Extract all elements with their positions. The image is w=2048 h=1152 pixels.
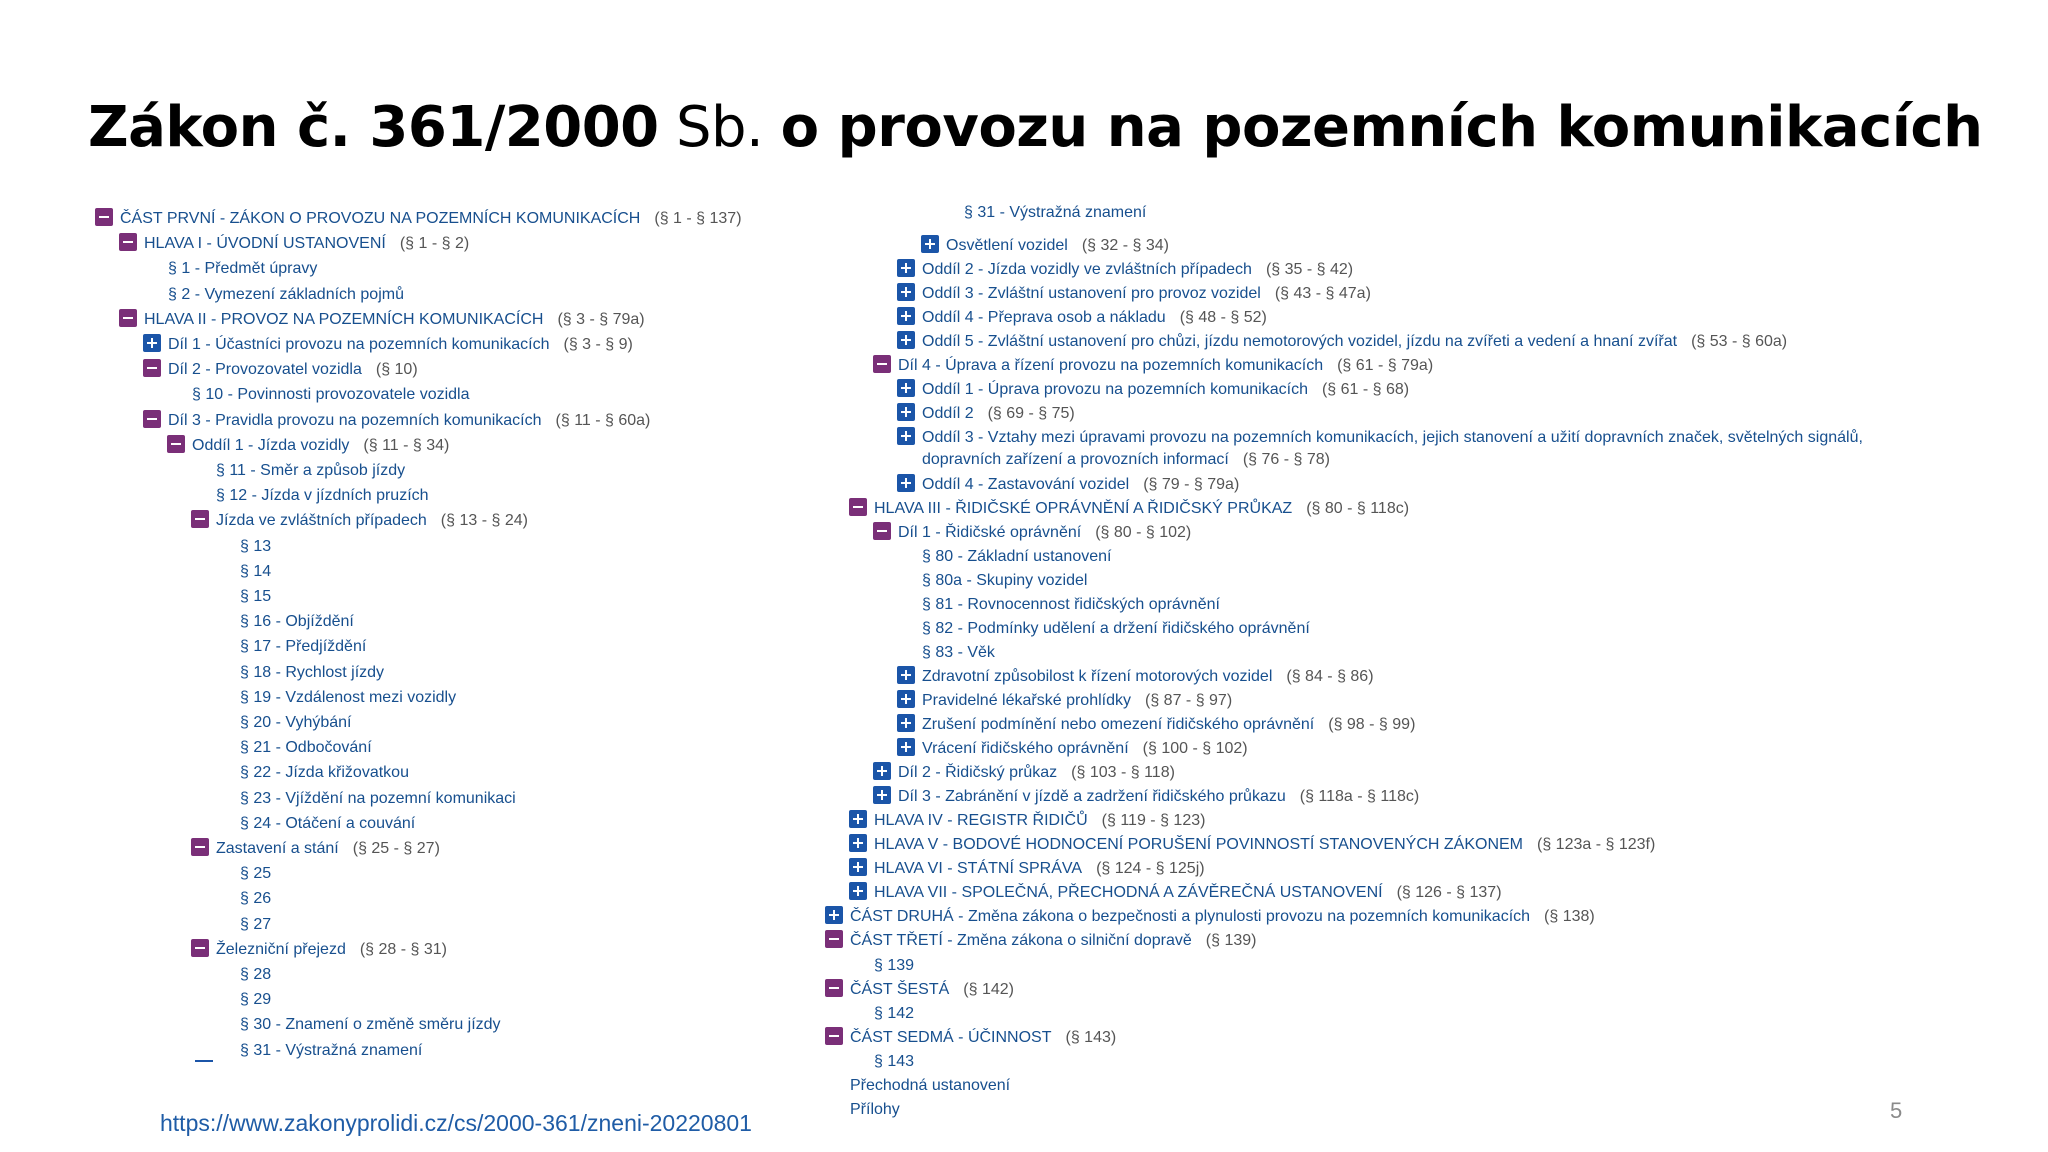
tree-row[interactable]: [192, 383, 470, 407]
collapse-icon[interactable]: [191, 939, 209, 957]
tree-row[interactable]: [921, 234, 1169, 258]
section-range: (§ 142): [963, 981, 1014, 998]
tree-row[interactable]: [897, 282, 1371, 306]
section-range: (§ 79 - § 79a): [1143, 476, 1240, 493]
tree-row[interactable]: [897, 473, 1239, 497]
section-range: (§ 138): [1544, 908, 1595, 925]
expand-icon[interactable]: [825, 906, 843, 924]
expand-icon[interactable]: [849, 834, 867, 852]
tree-label[interactable]: HLAVA V - BODOVÉ HODNOCENÍ PORUŠENÍ POVINNOSTÍ STANOVENÝCH ZÁKONEM: [874, 836, 1523, 853]
tree-label[interactable]: HLAVA I - ÚVODNÍ USTANOVENÍ: [144, 235, 386, 253]
tree-row[interactable]: [897, 713, 1415, 737]
tree-label[interactable]: § 17 - Předjíždění: [240, 638, 367, 656]
section-range: (§ 48 - § 52): [1179, 309, 1267, 326]
tree-label[interactable]: § 27: [240, 915, 272, 933]
tree-row[interactable]: [119, 308, 645, 332]
tree-row[interactable]: [240, 535, 271, 559]
tree-row[interactable]: [897, 737, 1248, 761]
tree-row[interactable]: [825, 905, 1595, 929]
section-range: (§ 35 - § 42): [1265, 261, 1354, 278]
tree-label[interactable]: § 19 - Vzdálenost mezi vozidly: [240, 688, 457, 706]
tree-label[interactable]: Oddíl 2: [922, 405, 974, 422]
tree-label[interactable]: Díl 1 - Účastníci provozu na pozemních komunikacích: [168, 336, 550, 353]
expand-icon[interactable]: [921, 235, 939, 253]
tree-label[interactable]: § 28: [240, 966, 272, 983]
tree-row[interactable]: [240, 787, 516, 811]
section-range: (§ 69 - § 75): [987, 405, 1075, 422]
slide-title: [88, 92, 1982, 164]
tree-label[interactable]: § 26: [240, 890, 272, 908]
tree-label[interactable]: § 10 - Povinnosti provozovatele vozidla: [192, 386, 470, 404]
collapse-icon[interactable]: [143, 410, 161, 428]
tree-label[interactable]: § 25: [240, 865, 272, 883]
section-range: (§ 123a - § 123f): [1537, 836, 1656, 853]
tree-row[interactable]: [874, 1002, 914, 1026]
collapse-icon[interactable]: [825, 1027, 843, 1045]
tree-row[interactable]: [849, 857, 1205, 881]
tree-row[interactable]: [240, 761, 409, 785]
section-range: (§ 61 - § 79a): [1337, 357, 1434, 374]
tree-row[interactable]: [240, 887, 271, 911]
section-range: (§ 139): [1205, 932, 1257, 949]
tree-label[interactable]: Oddíl 4 - Přeprava osob a nákladu: [922, 309, 1166, 326]
tree-row[interactable]: [191, 509, 528, 533]
tree-label[interactable]: Pravidelné lékařské prohlídky: [922, 692, 1131, 709]
tree-row[interactable]: [897, 426, 1863, 450]
tree-row[interactable]: [922, 617, 1310, 641]
tree-row[interactable]: [874, 1050, 914, 1074]
tree-label[interactable]: § 24 - Otáčení a couvání: [240, 814, 416, 832]
expand-icon[interactable]: [897, 690, 915, 708]
tree-label[interactable]: § 15: [240, 588, 272, 605]
tree-row[interactable]: [240, 686, 456, 710]
collapse-icon[interactable]: [119, 233, 137, 251]
section-range: (§ 124 - § 125j): [1096, 860, 1205, 877]
expand-icon[interactable]: [897, 738, 915, 756]
title-law-subject: o provozu na pozemních komunikacích: [780, 95, 1983, 160]
section-range: (§ 119 - § 123): [1101, 812, 1206, 829]
collapse-icon[interactable]: [825, 979, 843, 997]
section-range: (§ 1 - § 2): [399, 235, 470, 253]
tree-label[interactable]: Díl 2 - Řidičský průkaz: [898, 764, 1058, 781]
tree-label[interactable]: § 21 - Odbočování: [240, 739, 372, 757]
tree-label[interactable]: ČÁST TŘETÍ - Změna zákona o silniční dopravě: [850, 932, 1192, 949]
expand-icon[interactable]: [897, 307, 915, 325]
tree-row[interactable]: [897, 402, 1075, 426]
tree-label[interactable]: § 143: [874, 1053, 915, 1070]
section-range: (§ 84 - § 86): [1286, 668, 1374, 685]
tree-row[interactable]: [240, 913, 271, 937]
expand-icon[interactable]: [897, 259, 915, 277]
section-range: (§ 13 - § 24): [440, 512, 528, 530]
tree-label[interactable]: Díl 3 - Zabránění v jízdě a zadržení řidičského průkazu: [898, 788, 1286, 805]
tree-label[interactable]: § 82 - Podmínky udělení a držení řidičského oprávnění: [922, 620, 1310, 637]
tree-row[interactable]: [240, 711, 351, 735]
tree-row[interactable]: [922, 593, 1220, 617]
expand-icon[interactable]: [897, 666, 915, 684]
section-range: (§ 11 - § 34): [363, 436, 450, 454]
tree-row[interactable]: [849, 809, 1205, 833]
tree-label[interactable]: Přechodná ustanovení: [850, 1077, 1011, 1094]
tree-label[interactable]: ČÁST SEDMÁ - ÚČINNOST: [850, 1029, 1052, 1046]
tree-label[interactable]: § 18 - Rychlost jízdy: [240, 663, 385, 681]
section-range: (§ 10): [375, 361, 418, 379]
tree-label[interactable]: dopravních zařízení a provozních informací: [922, 451, 1229, 468]
tree-row[interactable]: [897, 378, 1409, 402]
tree-label[interactable]: Díl 2 - Provozovatel vozidla: [168, 361, 362, 379]
tree-label[interactable]: Oddíl 5 - Zvláštní ustanovení pro chůzi, jízdu nemotorových vozidel, jízdu na zvířeti a vedení a hnaní zvířat: [922, 333, 1678, 350]
expand-icon[interactable]: [849, 810, 867, 828]
tree-row[interactable]: [240, 862, 271, 886]
expand-icon[interactable]: [897, 331, 915, 349]
tree-label[interactable]: Díl 4 - Úprava a řízení provozu na pozemních komunikacích: [898, 357, 1324, 374]
tree-row[interactable]: [850, 1098, 900, 1122]
tree-row[interactable]: [922, 569, 1087, 593]
collapse-icon[interactable]: [191, 838, 209, 856]
tree-row[interactable]: [143, 358, 418, 382]
tree-label[interactable]: Oddíl 1 - Úprava provozu na pozemních komunikacích: [922, 381, 1308, 398]
collapse-icon[interactable]: [849, 498, 867, 516]
tree-label[interactable]: § 29: [240, 991, 272, 1009]
expand-icon[interactable]: [897, 379, 915, 397]
tree-row[interactable]: [873, 785, 1419, 809]
tree-label[interactable]: Železniční přejezd: [216, 940, 346, 958]
tree-label[interactable]: HLAVA VII - SPOLEČNÁ, PŘECHODNÁ A ZÁVĚREČNÁ USTANOVENÍ: [874, 884, 1383, 901]
expand-icon[interactable]: [897, 474, 915, 492]
tree-row[interactable]: [897, 689, 1232, 713]
section-range: (§ 28 - § 31): [359, 940, 447, 958]
tree-row[interactable]: [850, 1074, 1010, 1098]
section-range: (§ 126 - § 137): [1396, 884, 1502, 901]
tree-label[interactable]: § 13: [240, 537, 272, 555]
tree-label[interactable]: ČÁST PRVNÍ - ZÁKON O PROVOZU NA POZEMNÍCH KOMUNIKACÍCH: [120, 210, 641, 227]
tree-label[interactable]: Přílohy: [850, 1101, 900, 1118]
tree-label[interactable]: HLAVA IV - REGISTR ŘIDIČŮ: [874, 812, 1088, 829]
expand-icon[interactable]: [897, 427, 915, 445]
tree-label[interactable]: § 22 - Jízda křižovatkou: [240, 764, 409, 782]
tree-row[interactable]: [167, 434, 449, 458]
expand-icon[interactable]: [849, 858, 867, 876]
tree-row[interactable]: [922, 545, 1111, 569]
tree-label[interactable]: HLAVA VI - STÁTNÍ SPRÁVA: [874, 860, 1083, 877]
tree-row[interactable]: [922, 641, 995, 665]
tree-label[interactable]: § 1 - Předmět úpravy: [168, 260, 318, 278]
section-range: (§ 11 - § 60a): [555, 411, 651, 429]
tree-row[interactable]: [825, 978, 1014, 1002]
tree-label[interactable]: Vrácení řidičského oprávnění: [922, 740, 1129, 757]
collapse-icon[interactable]: [873, 522, 891, 540]
tree-label[interactable]: Zdravotní způsobilost k řízení motorových vozidel: [922, 668, 1273, 685]
tree-label[interactable]: Díl 1 - Řidičské oprávnění: [898, 524, 1082, 541]
tree-row[interactable]: [216, 459, 405, 483]
tree-label[interactable]: § 2 - Vymezení základních pojmů: [168, 285, 404, 303]
tree-row[interactable]: [119, 232, 469, 256]
tree-label[interactable]: § 80a - Skupiny vozidel: [922, 572, 1088, 589]
tree-label[interactable]: Oddíl 2 - Jízda vozidly ve zvláštních případech: [922, 261, 1252, 278]
tree-label[interactable]: § 31 - Výstražná znamení: [240, 1041, 423, 1059]
tree-row[interactable]: [873, 521, 1191, 545]
tree-row[interactable]: [240, 812, 415, 836]
section-range: (§ 80 - § 102): [1095, 524, 1192, 541]
tree-label[interactable]: § 20 - Vyhýbání: [240, 714, 352, 731]
tree-label[interactable]: § 23 - Vjíždění na pozemní komunikaci: [240, 789, 516, 807]
tree-row[interactable]: [849, 497, 1409, 521]
tree-label[interactable]: Oddíl 1 - Jízda vozidly: [192, 436, 350, 454]
tree-label[interactable]: Díl 3 - Pravidla provozu na pozemních komunikacích: [168, 411, 542, 429]
title-collection: Sb.: [675, 95, 764, 160]
tree-row[interactable]: [240, 635, 366, 659]
section-range: (§ 100 - § 102): [1142, 740, 1248, 757]
tree-label[interactable]: ČÁST ŠESTÁ: [850, 981, 950, 998]
section-range: (§ 1 - § 137): [654, 210, 742, 227]
section-range: (§ 3 - § 79a): [557, 310, 645, 328]
tree-row[interactable]: [240, 736, 372, 760]
collapse-icon[interactable]: [825, 930, 843, 948]
tree-label[interactable]: § 14: [240, 562, 272, 580]
tree-row[interactable]: [240, 560, 271, 584]
tree-label[interactable]: Oddíl 3 - Zvláštní ustanovení pro provoz vozidel: [922, 285, 1261, 302]
tree-label[interactable]: ČÁST DRUHÁ - Změna zákona o bezpečnosti a plynulosti provozu na pozemních komunikacích: [850, 908, 1531, 925]
section-range: (§ 32 - § 34): [1081, 237, 1169, 254]
section-range: (§ 80 - § 118c): [1306, 500, 1410, 517]
expand-icon[interactable]: [849, 882, 867, 900]
tree-row[interactable]: [873, 354, 1433, 378]
tree-row[interactable]: [240, 963, 271, 987]
tree-row[interactable]: [168, 257, 317, 281]
tree-row[interactable]: [240, 610, 354, 634]
expand-icon[interactable]: [873, 786, 891, 804]
tree-label[interactable]: § 30 - Znamení o změně směru jízdy: [240, 1016, 501, 1034]
tree-label[interactable]: § 81 - Rovnocennost řidičských oprávnění: [922, 596, 1220, 613]
tree-row[interactable]: [897, 258, 1353, 282]
tree-row[interactable]: [143, 333, 633, 357]
tree-label[interactable]: § 83 - Věk: [922, 644, 995, 661]
expand-icon[interactable]: [143, 334, 161, 352]
tree-label[interactable]: Oddíl 4 - Zastavování vozidel: [922, 476, 1130, 493]
collapse-icon[interactable]: [143, 359, 161, 377]
section-range: (§ 118a - § 118c): [1299, 788, 1420, 805]
tree-row[interactable]: [240, 1013, 501, 1037]
tree-row[interactable]: [168, 283, 404, 307]
section-range: (§ 43 - § 47a): [1274, 285, 1371, 302]
tree-label[interactable]: HLAVA II - PROVOZ NA POZEMNÍCH KOMUNIKACÍCH: [144, 310, 544, 328]
tree-label[interactable]: § 142: [874, 1005, 915, 1022]
tree-row[interactable]: [240, 1039, 422, 1063]
section-range: (§ 87 - § 97): [1145, 692, 1233, 709]
collapse-icon[interactable]: [119, 309, 137, 327]
section-range: (§ 3 - § 9): [563, 336, 633, 353]
section-range: (§ 103 - § 118): [1071, 764, 1175, 781]
tree-row[interactable]: [874, 954, 914, 978]
tree-label[interactable]: Oddíl 3 - Vztahy mezi úpravami provozu na pozemních komunikacích, jejich stanovení a užití dopravních značek, světelných signálů,: [922, 429, 1863, 446]
section-range: (§ 143): [1065, 1029, 1117, 1046]
tree-label[interactable]: § 139: [874, 957, 915, 974]
expand-icon[interactable]: [897, 283, 915, 301]
tree-row[interactable]: [191, 837, 440, 861]
collapse-icon[interactable]: [191, 510, 209, 528]
section-range: (§ 98 - § 99): [1328, 716, 1416, 733]
tree-row[interactable]: [897, 306, 1267, 330]
collapse-icon[interactable]: [95, 208, 113, 226]
expand-icon[interactable]: [873, 762, 891, 780]
tree-label[interactable]: HLAVA III - ŘIDIČSKÉ OPRÁVNĚNÍ A ŘIDIČSKÝ PRŮKAZ: [874, 500, 1293, 517]
collapse-icon[interactable]: [873, 355, 891, 373]
tree-label[interactable]: § 12 - Jízda v jízdních pruzích: [216, 487, 429, 505]
tree-row[interactable]: [922, 448, 1330, 472]
tree-row[interactable]: [897, 665, 1374, 689]
tree-row[interactable]: [191, 938, 447, 962]
section-range: (§ 61 - § 68): [1321, 381, 1410, 398]
section-range: (§ 76 - § 78): [1242, 451, 1330, 468]
tree-row[interactable]: [873, 761, 1175, 785]
tree-row[interactable]: [240, 988, 271, 1012]
tree-row[interactable]: [95, 207, 742, 231]
tree-label[interactable]: Zastavení a stání: [216, 840, 339, 857]
tree-row[interactable]: [825, 1026, 1116, 1050]
cutoff-row: § 31 - Výstražná znamení: [964, 204, 1147, 221]
tree-row[interactable]: [240, 585, 271, 609]
tree-row[interactable]: [897, 330, 1787, 354]
collapse-icon[interactable]: [167, 435, 185, 453]
tree-row[interactable]: [849, 881, 1502, 905]
page-number: 5: [1890, 1098, 1903, 1123]
source-link[interactable]: https://www.zakonyprolidi.cz/cs/2000-361/zneni-20220801: [160, 1110, 752, 1136]
tree-label[interactable]: Zrušení podmínění nebo omezení řidičského oprávnění: [922, 716, 1315, 733]
section-range: (§ 25 - § 27): [352, 840, 440, 857]
tree-row[interactable]: [216, 484, 429, 508]
tree-row[interactable]: [849, 833, 1655, 857]
tree-label[interactable]: Osvětlení vozidel: [946, 237, 1068, 254]
tree-label[interactable]: § 11 - Směr a způsob jízdy: [216, 462, 406, 479]
tree-label[interactable]: § 16 - Objíždění: [240, 613, 354, 631]
title-law-number: Zákon č. 361/2000: [88, 95, 659, 160]
section-range: (§ 53 - § 60a): [1691, 333, 1788, 350]
tree-row[interactable]: [143, 409, 650, 433]
tree-row[interactable]: [240, 661, 384, 685]
tree-label[interactable]: § 80 - Základní ustanovení: [922, 548, 1112, 565]
tree-label[interactable]: Jízda ve zvláštních případech: [216, 512, 427, 530]
cut-icon-fragment: [195, 1060, 213, 1062]
tree-row[interactable]: [825, 929, 1256, 953]
expand-icon[interactable]: [897, 714, 915, 732]
expand-icon[interactable]: [897, 403, 915, 421]
